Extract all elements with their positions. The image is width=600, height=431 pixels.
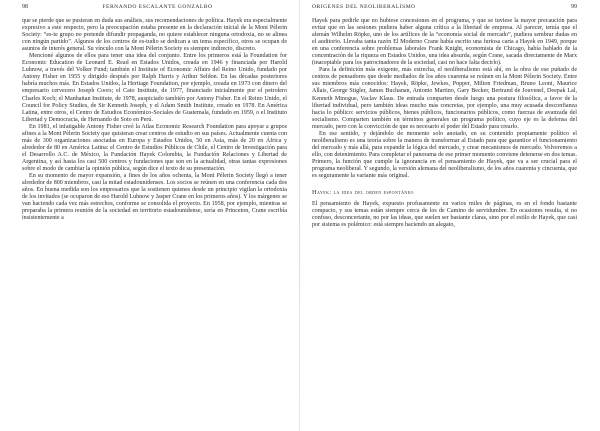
section-heading: Hayek: la idea del orden espontáneo (312, 189, 414, 197)
paragraph: En 1981, el infatigable Antony Fisher creó la Atlas Economic Research Foundation para apoyar a grupos afines a la Mont Pèlerin Society que quisieran crear centros de estudio en sus países. Actualmente cuenta con más de 300 organizaciones asociadas en Europa y Estados Unidos, 50 en Asia, más de 20 en África y alrededor de 80 en América Latina: el Centro de Estudios Públicos de Chile, el Centro de Investigación para el Desarrollo A.C. de México, la Fundación Hayek Colombia, la Fundación Relaciones y Libertad de Argentina, y así hasta los casi 500 centros y fundaciones que son en la actualidad, otras tantas expresiones sobre el modo de cambiar la opinión pública, según dice el texto de su presentación. (22, 123, 287, 172)
right-page (312, 4, 577, 429)
paragraph: En ese sentido, y dejándolo de momento solo anotado, en su contenido propiamente político el neoliberalismo es una teoría sobre la manera de transformar al Estado para que garantice el funcionamiento del mercado y más allá, para expandir la lógica del mercado, y crear mecanismos de mercado. Volveremos a ello, con detenimiento. Para completar el panorama de ese primer momento conviene detenerse en dos temas. Primero, la función que cumple la ignorancia en el pensamiento de Hayek, que va a ser crucial para el programa neoliberal. Y segundo, la versión alemana del neoliberalismo, de los años cuarenta y cincuenta, que es seguramente la variante más original. (312, 130, 577, 180)
paragraph: Para la definición más exigente, más estrecha, el neoliberalismo está ahí, en la obra de ese puñado de centros de pensadores que desde mediados de los años cuarenta se reúnen en la Mont Pèlerin Society. Entre sus miembros más conocidos: Hayek, Röpke, Jewkes, Popper, Milton Friedman, Bruno Leoni, Maurice Allais, George Stigler, James Buchanan, Antonio Martino, Gary Becker, Bertrand de Jouvenel, Deepak Lal, Kenneth Minogue, Vaclav Klaus. De entrada comparten desde luego una postura filosófica, a favor de la libertad individual, pero también ideas mucho más concretas, por ejemplo, una muy acusada desconfianza hacia lo público: servicios públicos, bienes públicos, funcionarios públicos, como fuerzas de avanzada del socialismo. Comparten también en términos generales un programa político, cuyo eje es la defensa del mercado, pero con la convicción de que es necesario el poder del Estado para crearlo. (312, 67, 577, 130)
running-head-title: FERNANDO ESCALANTE GONZALBO (102, 4, 213, 10)
book-gutter (299, 0, 300, 431)
running-header (22, 4, 287, 12)
paragraph: Hayek para pedirle que no hubiese concesiones en el programa, y que se tuviese la mayor precaución para evitar que en las sesiones pudiera haber alguna crítica a la libertad de empresa. Al parecer, temía que el alemán Wilhelm Röpke, uno de los artífices de la “economía social de mercado”, pudiera sembrar dudas en el auditorio. Llevaba tanta razón El Moderno Crane había escrito una furiosa carta a Hayek en 1949, porque en una conferencia sobre problemas laborales Frank Knight, economista de Chicago, había hablado de la concentración de la riqueza en Estados Unidos, una idea absurda, según Crane, sacada directamente de Marx (inaceptable para los patrocinadores de la sociedad, casi no hace falta decirlo). (312, 18, 577, 67)
paragraph: El pensamiento de Hayek, expuesto profusamente en varios miles de páginas, es en el fondo bastante compacto, y sus temas están siempre cerca de los de Camino de servidumbre. En ocasiones resulta, si no confuso, desconcertante, no por las ideas, que suelen ser bastante claras, sino por el estilo de Hayek, que casi por sistema es polémico: está siempre haciendo un alegato, (312, 201, 577, 229)
paragraph: Mencioné algunos de ellos para tener una idea del conjunto. Entre los primeros está la Foundation for Economic Education de Leonard E. Read en Estados Unidos, creada en 1946 y financiada por Harold Luhnow, a través del Volker Fund; también el Institute of Economic Affairs del Reino Unido, fundado por Antony Fisher en 1955 y dirigido después por Ralph Harris y Arthur Seldon. En las décadas posteriores habría muchos más. En Estados Unidos, la Heritage Foundation, por ejemplo, creada en 1973 con dinero del empresario cervecero Joseph Coors; el Cato Institute, de 1977, financiado inicialmente por el petrolero Charles Koch; el Manhattan Institute, de 1978, auspiciado también por Antony Fisher. En el Reino Unido, el Council for Policy Studies, de Sir Kenneth Joseph, y el Adam Smith Institute, creado en 1978. En América Latina, entre otros, el Centro de Estudios Económico-Sociales de Guatemala, fundado en 1959, o el Instituto Libertad y Democracia, de Hernando de Soto en Perú. (22, 53, 287, 123)
page-number: 98 (22, 4, 28, 10)
paragraph: que se pierde que se pusieran en duda sus análisis, sus recomendaciones de política. Hayek era especialmente expresivo a este respecto, pero la preocupación estaba presente en la declaración inicial de la Mont Pèlerin Society: “es-te grupo no pretende difundir propaganda, no quiere establecer ninguna ortodoxia, no se alinea con ningún partido”. Algunos de los centros de es-tudio se dedican a un tema específico, otros se ocupan de asuntos de interés general. Su vínculo con la Mont Pèlerin Society es siempre indirecto, discreto. (22, 18, 287, 53)
running-head-title: ORÍGENES DEL NEOLIBERALISMO (312, 4, 416, 10)
paragraph: En su momento de mayor expansión, a fines de los años ochenta, la Mont Pèlerin Society llegó a tener alrededor de 800 miembros, casi la mitad estadounidenses. Los socios se reúnen en una conferencia cada dos años. En buena medida son los empresarios que la sostienen quienes desde un principio vigilan la ortodoxia de los invitados (se ocuparon de eso Harold Luhnow y Jasper Crane en los primeros años). Y los márgenes se van haciendo cada vez más estrechos, conforme se consolida el proyecto. En 1958, por ejemplo, mientras se preparaba la primera reunión de la sociedad en territorio estadounidense, sería en Princeton, Crane escribía insistentemente a (22, 173, 287, 222)
page-body (22, 18, 287, 222)
page-body (312, 18, 577, 229)
left-page (22, 4, 287, 429)
page-number: 99 (571, 4, 577, 10)
running-header (312, 4, 577, 12)
